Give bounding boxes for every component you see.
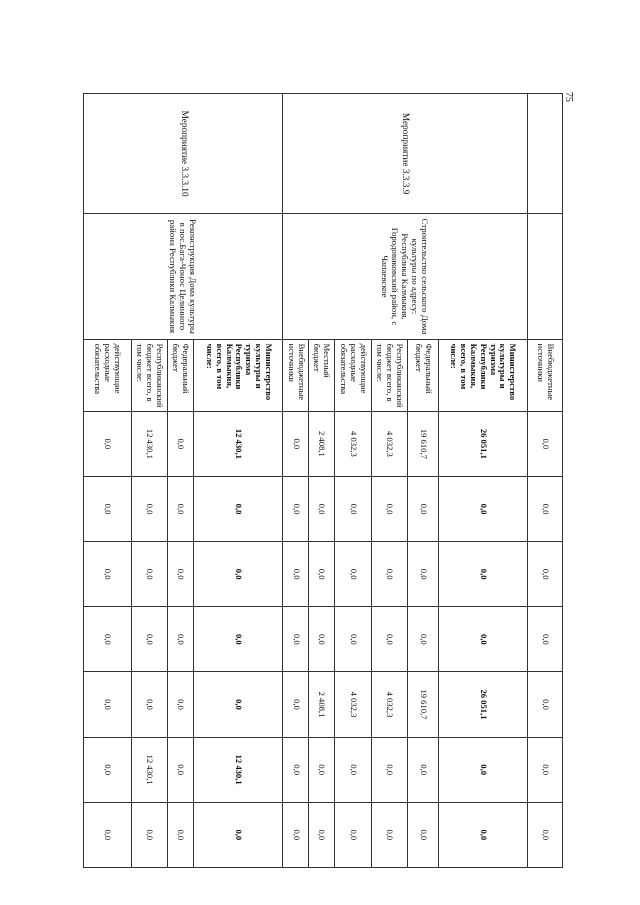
value-cell: 0,0 [167,607,194,672]
value-cell: 0,0 [371,802,407,867]
source-cell: Министерство культуры и туризма Республики Калмыкия, всего, в том числе: [438,339,527,411]
value-cell: 0,0 [438,737,527,802]
value-cell: 0,0 [84,737,132,802]
source-cell: Республиканский бюджет всего, в том числе: [371,339,407,411]
value-cell: 2 408,1 [309,672,335,737]
value-cell: 0,0 [438,476,527,541]
activity-label-cell: Мероприятие 3.3.3.9 [283,94,527,214]
page-number: 75 [563,92,574,102]
source-cell: Республиканский бюджет всего, в том числе: [131,339,167,411]
value-cell: 0,0 [527,607,562,672]
value-cell: 0,0 [283,607,309,672]
value-cell: 0,0 [131,542,167,607]
value-cell: 0,0 [527,737,562,802]
value-cell: 0,0 [283,542,309,607]
value-cell: 0,0 [371,542,407,607]
object-cell: Реконструкция Дома культуры в пос.Бага-Чонос Целинного района Республики Калмыкия [84,214,283,339]
source-cell: действующие расходные обязательства [334,339,371,411]
value-cell: 12 430,1 [194,411,283,476]
value-cell: 0,0 [167,411,194,476]
value-cell: 0,0 [438,542,527,607]
object-cell: Строительство сельского Дома культуры по адресу: Республика Калмыкия, Городовиковский район, с Чапаевское [283,214,527,339]
value-cell: 12 430,1 [194,737,283,802]
value-cell: 0,0 [84,411,132,476]
activity-label-cell: Мероприятие 3.3.3.10 [84,94,283,214]
source-cell: Внебюджетные источники [283,339,309,411]
value-cell: 0,0 [309,737,335,802]
value-cell: 0,0 [334,607,371,672]
value-cell: 0,0 [334,737,371,802]
value-cell: 0,0 [131,802,167,867]
value-cell: 0,0 [131,672,167,737]
object-cell [527,214,562,339]
value-cell: 0,0 [309,542,335,607]
value-cell: 0,0 [407,542,438,607]
table-row [194,94,283,868]
value-cell: 0,0 [131,476,167,541]
budget-table [83,93,563,868]
value-cell: 0,0 [84,802,132,867]
value-cell: 0,0 [334,476,371,541]
value-cell: 0,0 [194,802,283,867]
source-cell: Местный бюджет [309,339,335,411]
value-cell: 0,0 [527,802,562,867]
value-cell: 4 032,3 [334,411,371,476]
value-cell: 12 430,1 [131,411,167,476]
value-cell: 0,0 [527,476,562,541]
value-cell: 0,0 [167,476,194,541]
source-cell: Министерство культуры и туризма Республики Калмыкия, всего, в том числе: [194,339,283,411]
value-cell: 0,0 [283,411,309,476]
source-cell: Федеральный бюджет [167,339,194,411]
value-cell: 0,0 [438,802,527,867]
value-cell: 12 430,1 [131,737,167,802]
table-body [84,94,563,868]
value-cell: 0,0 [283,737,309,802]
value-cell: 0,0 [438,607,527,672]
value-cell: 0,0 [167,737,194,802]
rotated-page [83,93,563,868]
value-cell: 0,0 [194,607,283,672]
value-cell: 0,0 [309,476,335,541]
source-cell: действующие расходные обязательства [84,339,132,411]
value-cell: 0,0 [194,476,283,541]
value-cell: 0,0 [407,737,438,802]
value-cell: 0,0 [283,672,309,737]
value-cell: 19 610,7 [407,672,438,737]
value-cell: 26 051,1 [438,411,527,476]
value-cell: 0,0 [283,476,309,541]
value-cell: 0,0 [371,737,407,802]
value-cell: 0,0 [334,542,371,607]
value-cell: 0,0 [167,672,194,737]
value-cell: 0,0 [371,476,407,541]
value-cell: 0,0 [407,802,438,867]
value-cell: 0,0 [84,672,132,737]
value-cell: 0,0 [194,672,283,737]
value-cell: 19 610,7 [407,411,438,476]
value-cell: 26 051,1 [438,672,527,737]
value-cell: 0,0 [371,607,407,672]
source-cell: Федеральный бюджет [407,339,438,411]
value-cell: 0,0 [283,802,309,867]
value-cell: 0,0 [527,542,562,607]
value-cell: 4 032,3 [371,411,407,476]
value-cell: 0,0 [309,802,335,867]
table-row [438,94,527,868]
value-cell: 0,0 [131,607,167,672]
value-cell: 4 032,3 [334,672,371,737]
value-cell: 0,0 [167,542,194,607]
value-cell: 0,0 [309,607,335,672]
value-cell: 0,0 [84,476,132,541]
value-cell: 0,0 [407,607,438,672]
value-cell: 0,0 [334,802,371,867]
value-cell: 4 032,3 [371,672,407,737]
value-cell: 0,0 [194,542,283,607]
value-cell: 0,0 [84,607,132,672]
value-cell: 0,0 [167,802,194,867]
activity-label-cell [527,94,562,214]
value-cell: 0,0 [527,672,562,737]
value-cell: 2 408,1 [309,411,335,476]
value-cell: 0,0 [84,542,132,607]
value-cell: 0,0 [407,476,438,541]
value-cell: 0,0 [527,411,562,476]
table-row [527,94,562,868]
source-cell: Внебюджетные источники [527,339,562,411]
